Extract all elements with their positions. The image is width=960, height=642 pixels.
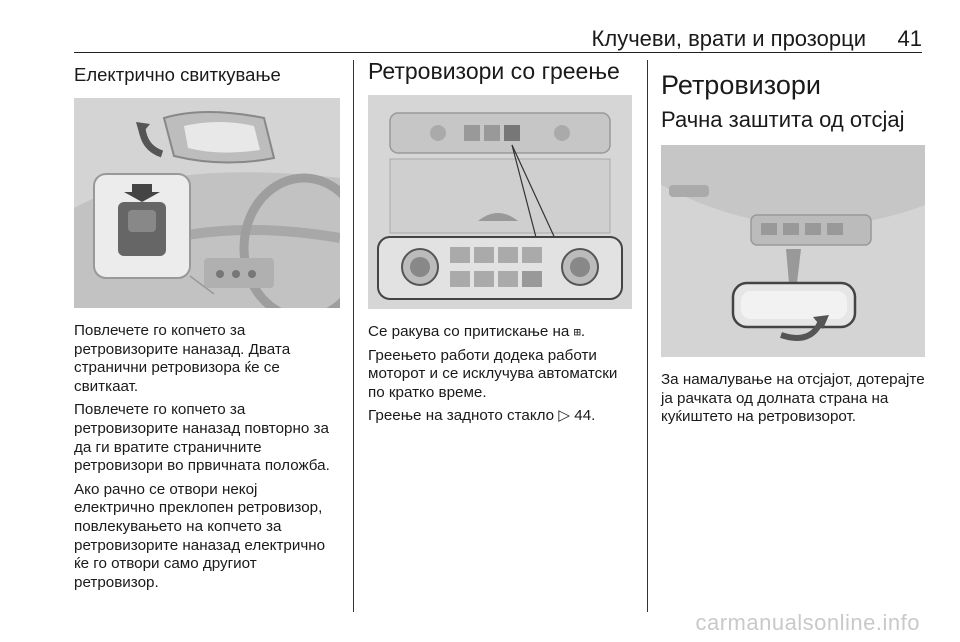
paragraph: Ако рачно се отвори некој електрично преклопен ретровизор, повлекувањето на копчето за ретровизорите наназад електрично ќе го отвори само другиот ретровизор.	[74, 480, 326, 591]
climate-control-illustration	[368, 95, 634, 309]
section-subheading: Рачна заштита од отсјај	[661, 107, 905, 132]
page-header	[74, 22, 922, 53]
section-heading: Ретровизори	[661, 70, 821, 100]
paragraph: За намалување на отсјајот, дотерајте ја рачката од долната страна на куќиштето на ретровизорот.	[661, 371, 925, 426]
page-reference: 44.	[574, 407, 596, 425]
paragraph-text: Се ракува со притискање на	[368, 323, 570, 340]
paragraph: Повлечете го копчето за ретровизорите наназад. Двата странични ретровизора ќе се свиткаат.	[74, 322, 291, 395]
watermark: carmanualsonline.info	[695, 610, 920, 635]
column-mirrors	[661, 58, 925, 432]
section-heading: Ретровизори со греење	[368, 58, 620, 84]
section-heading: Електрично свиткување	[74, 64, 281, 85]
column-divider	[647, 60, 648, 612]
paragraph-end: .	[580, 323, 586, 340]
column-electric-folding	[74, 58, 340, 597]
heated-mirror-icon: ⊞	[573, 325, 581, 339]
page-reference-icon: ▷	[558, 407, 571, 425]
page-number: 41	[897, 26, 922, 51]
paragraph	[368, 323, 634, 342]
paragraph: Повлечете го копчето за ретровизорите наназад повторно за да ги вратите страничните ретровизори во првичната положба.	[74, 401, 330, 475]
header-title: Клучеви, врати и прозорци	[591, 26, 866, 51]
column-heated-mirrors	[368, 58, 634, 431]
paragraph: Греењето работи додека работи моторот и се исклучува автоматски по кратко време.	[368, 346, 618, 401]
column-divider	[353, 60, 354, 612]
paragraph-text: Греење на задното стакло	[368, 407, 555, 425]
mirror-switch-illustration	[74, 98, 340, 308]
paragraph	[368, 407, 634, 426]
rearview-mirror-illustration	[661, 145, 925, 357]
